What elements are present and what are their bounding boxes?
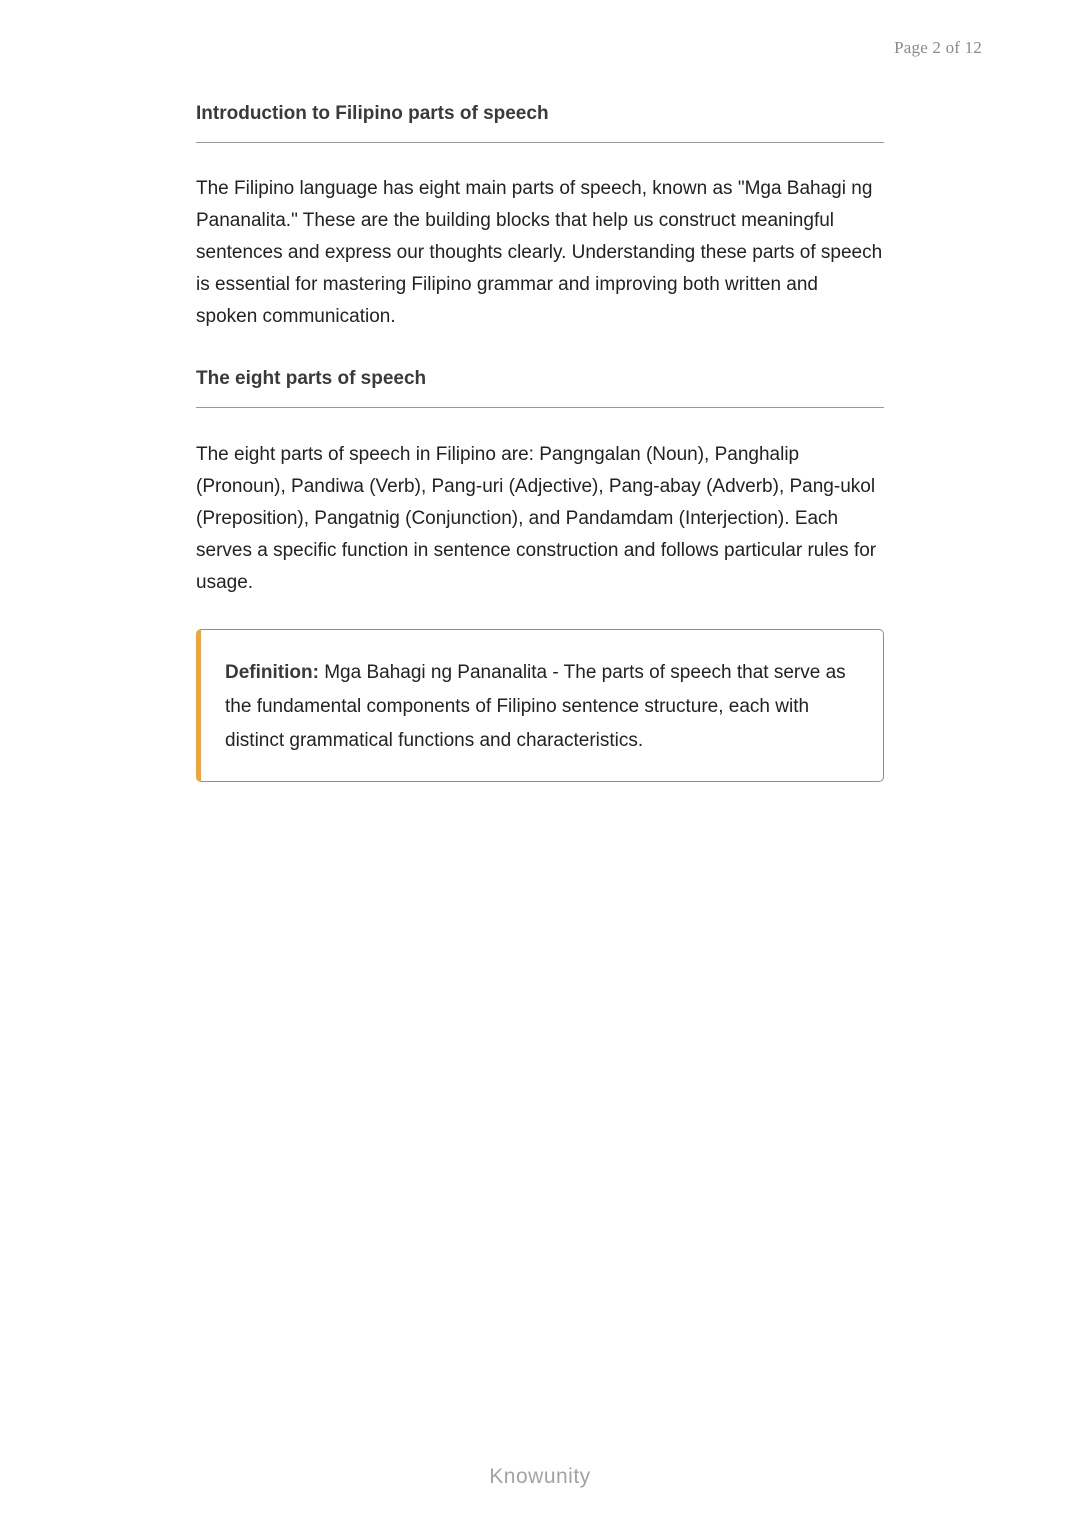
footer-brand-watermark: Knowunity — [489, 1465, 591, 1488]
eight-parts-paragraph: The eight parts of speech in Filipino are: Pangngalan (Noun), Panghalip (Pronoun), Pandiwa (Verb), Pang-uri (Adjective), Pang-abay (Adverb), Pang-ukol (Preposition), Pangatnig (Conjunction), and Pandamdam (Interjection). Each serves a specific function in sentence construction and follows particular rules for usage. — [196, 444, 877, 593]
introduction-paragraph: The Filipino language has eight main parts of speech, known as "Mga Bahagi ng Pananalita." These are the building blocks that help us construct meaningful sentences and express our thoughts clearly. Understanding these parts of speech is essential for mastering Filipino grammar and improving both written and spoken communication. — [196, 178, 883, 327]
section-heading-eight-parts: The eight parts of speech — [196, 365, 884, 408]
definition-callout — [196, 629, 884, 782]
definition-body: Mga Bahagi ng Pananalita - The parts of speech that serve as the fundamental components of Filipino sentence structure, each with distinct grammatical functions and characteristics. — [225, 662, 846, 751]
definition-label: Definition: — [225, 662, 319, 683]
definition-text-block — [225, 656, 853, 758]
page-number: Page 2 of 12 — [894, 38, 982, 57]
section-heading-introduction: Introduction to Filipino parts of speech — [196, 100, 884, 143]
document-body — [196, 100, 884, 782]
